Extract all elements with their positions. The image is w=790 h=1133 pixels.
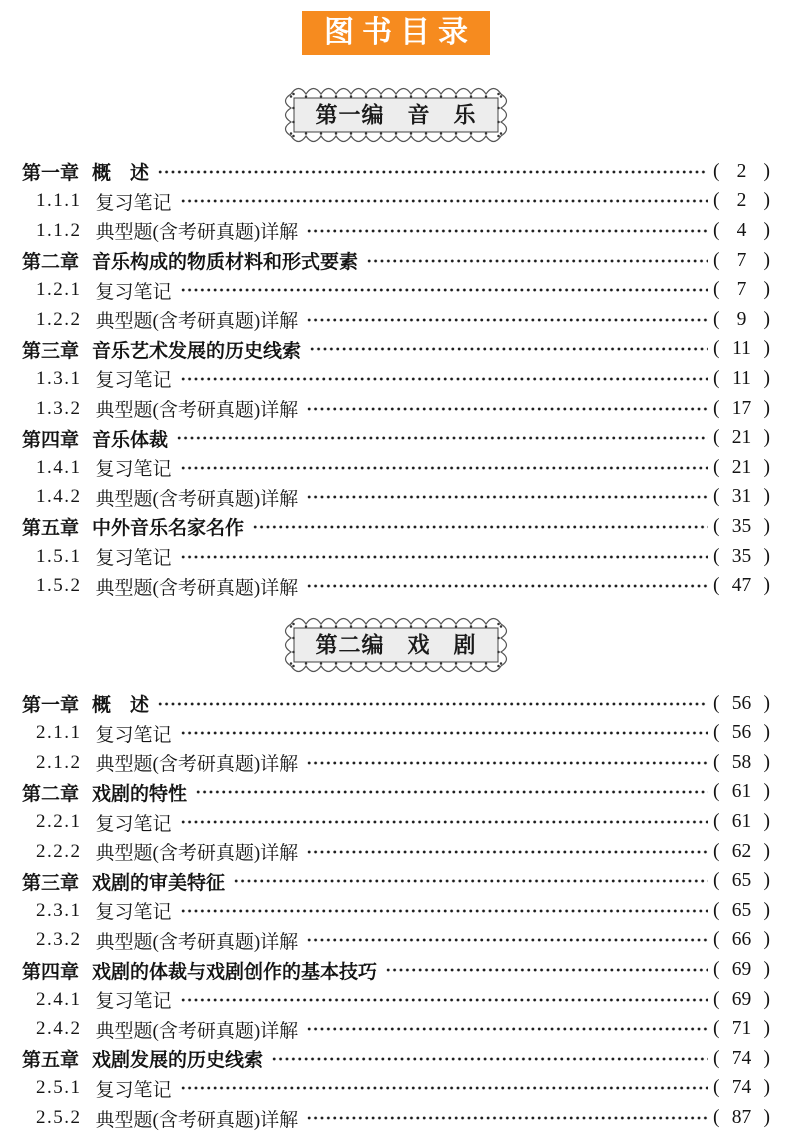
dot-leader <box>307 227 708 235</box>
open-paren: ( <box>713 781 720 803</box>
entry-title: 音乐体裁 <box>92 429 169 451</box>
subentry-row <box>22 216 770 246</box>
page-value: 87 <box>731 1107 752 1129</box>
close-paren: ) <box>763 249 770 271</box>
close-paren: ) <box>763 190 770 212</box>
chapter-row <box>22 246 770 276</box>
entry-title: 复习笔记 <box>95 192 172 214</box>
page-value: 58 <box>731 751 752 773</box>
dot-leader <box>307 405 708 413</box>
dot-leader <box>307 582 708 590</box>
open-paren: ( <box>713 929 720 951</box>
entry-number: 2.5.1 <box>36 1077 82 1099</box>
dot-leader <box>307 1025 708 1033</box>
page-number <box>713 1048 770 1070</box>
dot-leader <box>272 1055 708 1063</box>
entry-number: 第四章 <box>22 429 80 451</box>
subentry-row <box>22 1014 770 1044</box>
open-paren: ( <box>713 870 720 892</box>
dot-leader <box>234 877 708 885</box>
page-number <box>713 575 770 597</box>
open-paren: ( <box>713 751 720 773</box>
entry-number: 第三章 <box>22 340 80 362</box>
entry-number: 第五章 <box>22 1050 80 1072</box>
entry-title: 复习笔记 <box>95 991 172 1013</box>
entry-number: 1.5.1 <box>36 545 82 567</box>
subentry-row <box>22 187 770 217</box>
dot-leader <box>177 434 708 442</box>
entry-title: 典型题(含考研真题)详解 <box>95 1020 299 1042</box>
subentry-row <box>22 275 770 305</box>
open-paren: ( <box>713 279 720 301</box>
close-paren: ) <box>763 545 770 567</box>
entry-title: 典型题(含考研真题)详解 <box>95 488 299 510</box>
page-number <box>713 368 770 390</box>
subentry-row <box>22 1074 770 1104</box>
open-paren: ( <box>713 840 720 862</box>
page-value: 11 <box>732 367 751 389</box>
page-number <box>713 250 770 272</box>
dot-leader <box>307 936 708 944</box>
chapter-row <box>22 955 770 985</box>
page-number <box>713 427 770 449</box>
page-number <box>713 1107 770 1129</box>
page-value: 62 <box>731 840 752 862</box>
dot-leader <box>307 493 708 501</box>
page-value: 61 <box>731 811 752 833</box>
close-paren: ) <box>763 486 770 508</box>
dot-leader <box>307 1114 708 1122</box>
open-paren: ( <box>713 486 720 508</box>
dot-leader <box>158 700 708 708</box>
open-paren: ( <box>713 456 720 478</box>
open-paren: ( <box>713 190 720 212</box>
close-paren: ) <box>763 456 770 478</box>
page-number <box>713 841 770 863</box>
dot-leader <box>307 759 708 767</box>
entry-number: 2.2.1 <box>36 811 82 833</box>
open-paren: ( <box>713 338 720 360</box>
dot-leader <box>386 966 708 974</box>
page-value: 69 <box>731 988 752 1010</box>
part-2-title: 第二编 戏 剧 <box>315 632 477 658</box>
page-number <box>713 190 770 212</box>
entry-number: 第一章 <box>22 163 80 185</box>
entry-number: 1.5.2 <box>36 575 82 597</box>
entry-title: 音乐艺术发展的历史线索 <box>92 340 302 362</box>
chapter-row <box>22 1044 770 1074</box>
open-paren: ( <box>713 959 720 981</box>
page-number <box>713 781 770 803</box>
open-paren: ( <box>713 249 720 271</box>
page-value: 47 <box>731 575 752 597</box>
open-paren: ( <box>713 545 720 567</box>
page-number <box>713 929 770 951</box>
entry-number: 2.2.2 <box>36 840 82 862</box>
entry-number: 1.4.1 <box>36 456 82 478</box>
subentry-row <box>22 985 770 1015</box>
dot-leader <box>158 168 708 176</box>
entry-number: 1.4.2 <box>36 486 82 508</box>
close-paren: ) <box>763 1077 770 1099</box>
page-value: 17 <box>731 397 752 419</box>
page-title-banner <box>302 11 490 55</box>
close-paren: ) <box>763 219 770 241</box>
page-number <box>713 546 770 568</box>
dot-leader <box>181 197 708 205</box>
close-paren: ) <box>763 870 770 892</box>
toc-list-part-2 <box>22 689 770 1133</box>
close-paren: ) <box>763 692 770 714</box>
dot-leader <box>310 345 708 353</box>
page-value: 35 <box>731 515 752 537</box>
open-paren: ( <box>713 308 720 330</box>
dot-leader <box>181 907 708 915</box>
entry-title: 复习笔记 <box>95 724 172 746</box>
page-number <box>713 161 770 183</box>
chapter-row <box>22 866 770 896</box>
entry-number: 第三章 <box>22 872 80 894</box>
entry-title: 复习笔记 <box>95 1079 172 1101</box>
entry-number: 1.2.1 <box>36 279 82 301</box>
entry-title: 复习笔记 <box>95 902 172 924</box>
close-paren: ) <box>763 427 770 449</box>
close-paren: ) <box>763 279 770 301</box>
page-value: 2 <box>736 190 747 212</box>
part-1-header <box>283 85 509 145</box>
close-paren: ) <box>763 1107 770 1129</box>
entry-number: 1.3.2 <box>36 397 82 419</box>
entry-number: 1.1.1 <box>36 190 82 212</box>
subentry-row <box>22 364 770 394</box>
close-paren: ) <box>763 899 770 921</box>
entry-title: 戏剧的特性 <box>92 783 188 805</box>
page-number <box>713 722 770 744</box>
subentry-row <box>22 542 770 572</box>
page-number <box>713 516 770 538</box>
close-paren: ) <box>763 367 770 389</box>
entry-number: 2.3.1 <box>36 899 82 921</box>
chapter-row <box>22 335 770 365</box>
open-paren: ( <box>713 692 720 714</box>
close-paren: ) <box>763 160 770 182</box>
subentry-row <box>22 1103 770 1133</box>
page-value: 65 <box>731 870 752 892</box>
entry-title: 戏剧的审美特征 <box>92 872 226 894</box>
page-value: 61 <box>731 781 752 803</box>
close-paren: ) <box>763 840 770 862</box>
subentry-row <box>22 748 770 778</box>
close-paren: ) <box>763 988 770 1010</box>
entry-number: 1.1.2 <box>36 219 82 241</box>
entry-title: 戏剧发展的历史线索 <box>92 1050 264 1072</box>
open-paren: ( <box>713 1018 720 1040</box>
entry-title: 典型题(含考研真题)详解 <box>95 754 299 776</box>
page-number <box>713 752 770 774</box>
open-paren: ( <box>713 1047 720 1069</box>
dot-leader <box>181 729 708 737</box>
page-number <box>713 220 770 242</box>
page-number <box>713 1018 770 1040</box>
entry-title: 复习笔记 <box>95 370 172 392</box>
page-number <box>713 398 770 420</box>
dot-leader <box>181 464 708 472</box>
close-paren: ) <box>763 929 770 951</box>
entry-title: 复习笔记 <box>95 548 172 570</box>
page-value: 69 <box>731 959 752 981</box>
entry-title: 典型题(含考研真题)详解 <box>95 400 299 422</box>
open-paren: ( <box>713 1107 720 1129</box>
page-number <box>713 338 770 360</box>
subentry-row <box>22 305 770 335</box>
entry-title: 复习笔记 <box>95 281 172 303</box>
dot-leader <box>196 788 708 796</box>
entry-title: 典型题(含考研真题)详解 <box>95 311 299 333</box>
page-number <box>713 309 770 331</box>
subentry-row <box>22 483 770 513</box>
close-paren: ) <box>763 722 770 744</box>
part-2-section <box>22 615 770 1133</box>
close-paren: ) <box>763 397 770 419</box>
entry-title: 典型题(含考研真题)详解 <box>95 577 299 599</box>
page-value: 74 <box>731 1047 752 1069</box>
part-1-title: 第一编 音 乐 <box>315 102 477 128</box>
page-value: 35 <box>731 545 752 567</box>
page-number <box>713 693 770 715</box>
open-paren: ( <box>713 1077 720 1099</box>
chapter-row <box>22 512 770 542</box>
part-1-section <box>22 85 770 601</box>
page-value: 4 <box>736 219 747 241</box>
dot-leader <box>181 996 708 1004</box>
entry-number: 2.3.2 <box>36 929 82 951</box>
page-number <box>713 1077 770 1099</box>
page-number <box>713 811 770 833</box>
dot-leader <box>307 316 708 324</box>
chapter-row <box>22 778 770 808</box>
subentry-row <box>22 837 770 867</box>
entry-number: 第一章 <box>22 695 80 717</box>
entry-number: 2.1.2 <box>36 751 82 773</box>
close-paren: ) <box>763 1047 770 1069</box>
page-value: 2 <box>736 160 747 182</box>
close-paren: ) <box>763 781 770 803</box>
subentry-row <box>22 807 770 837</box>
close-paren: ) <box>763 575 770 597</box>
page-number <box>713 900 770 922</box>
dot-leader <box>181 818 708 826</box>
entry-number: 2.4.1 <box>36 988 82 1010</box>
open-paren: ( <box>713 397 720 419</box>
subentry-row <box>22 926 770 956</box>
entry-number: 1.3.1 <box>36 367 82 389</box>
open-paren: ( <box>713 160 720 182</box>
page-value: 11 <box>732 338 751 360</box>
page-number <box>713 457 770 479</box>
entry-title: 典型题(含考研真题)详解 <box>95 931 299 953</box>
open-paren: ( <box>713 515 720 537</box>
entry-title: 概 述 <box>92 695 150 717</box>
subentry-row <box>22 571 770 601</box>
entry-title: 典型题(含考研真题)详解 <box>95 843 299 865</box>
page-number <box>713 486 770 508</box>
chapter-row <box>22 157 770 187</box>
close-paren: ) <box>763 751 770 773</box>
page-number <box>713 959 770 981</box>
page-value: 65 <box>731 899 752 921</box>
entry-number: 1.2.2 <box>36 308 82 330</box>
close-paren: ) <box>763 1018 770 1040</box>
page-value: 21 <box>731 456 752 478</box>
page-value: 7 <box>736 279 747 301</box>
close-paren: ) <box>763 811 770 833</box>
page-number <box>713 279 770 301</box>
close-paren: ) <box>763 515 770 537</box>
entry-title: 复习笔记 <box>95 459 172 481</box>
page-value: 66 <box>731 929 752 951</box>
entry-title: 复习笔记 <box>95 813 172 835</box>
close-paren: ) <box>763 308 770 330</box>
entry-title: 音乐构成的物质材料和形式要素 <box>92 252 359 274</box>
subentry-row <box>22 896 770 926</box>
subentry-row <box>22 453 770 483</box>
open-paren: ( <box>713 811 720 833</box>
page-value: 71 <box>731 1018 752 1040</box>
dot-leader <box>307 848 708 856</box>
subentry-row <box>22 719 770 749</box>
open-paren: ( <box>713 575 720 597</box>
open-paren: ( <box>713 899 720 921</box>
dot-leader <box>367 257 708 265</box>
page-number <box>713 989 770 1011</box>
page-value: 56 <box>731 692 752 714</box>
entry-number: 第二章 <box>22 783 80 805</box>
close-paren: ) <box>763 338 770 360</box>
chapter-row <box>22 689 770 719</box>
chapter-row <box>22 423 770 453</box>
entry-number: 第五章 <box>22 518 80 540</box>
entry-title: 概 述 <box>92 163 150 185</box>
entry-number: 第四章 <box>22 961 80 983</box>
open-paren: ( <box>713 427 720 449</box>
entry-title: 中外音乐名家名作 <box>92 518 245 540</box>
entry-title: 典型题(含考研真题)详解 <box>95 1109 299 1131</box>
entry-number: 第二章 <box>22 252 80 274</box>
page-value: 21 <box>731 427 752 449</box>
part-2-header <box>283 615 509 675</box>
page-title: 图书目录 <box>324 16 476 49</box>
page-value: 7 <box>736 249 747 271</box>
open-paren: ( <box>713 722 720 744</box>
entry-number: 2.5.2 <box>36 1107 82 1129</box>
page-number <box>713 870 770 892</box>
dot-leader <box>181 553 708 561</box>
open-paren: ( <box>713 988 720 1010</box>
page-value: 31 <box>731 486 752 508</box>
open-paren: ( <box>713 367 720 389</box>
toc-list-part-1 <box>22 157 770 601</box>
dot-leader <box>181 286 708 294</box>
open-paren: ( <box>713 219 720 241</box>
dot-leader <box>181 1084 708 1092</box>
page-value: 74 <box>731 1077 752 1099</box>
dot-leader <box>181 375 708 383</box>
entry-number: 2.1.1 <box>36 722 82 744</box>
entry-number: 2.4.2 <box>36 1018 82 1040</box>
entry-title: 戏剧的体裁与戏剧创作的基本技巧 <box>92 961 378 983</box>
entry-title: 典型题(含考研真题)详解 <box>95 222 299 244</box>
subentry-row <box>22 394 770 424</box>
page-value: 9 <box>736 308 747 330</box>
dot-leader <box>253 523 708 531</box>
close-paren: ) <box>763 959 770 981</box>
page-value: 56 <box>731 722 752 744</box>
